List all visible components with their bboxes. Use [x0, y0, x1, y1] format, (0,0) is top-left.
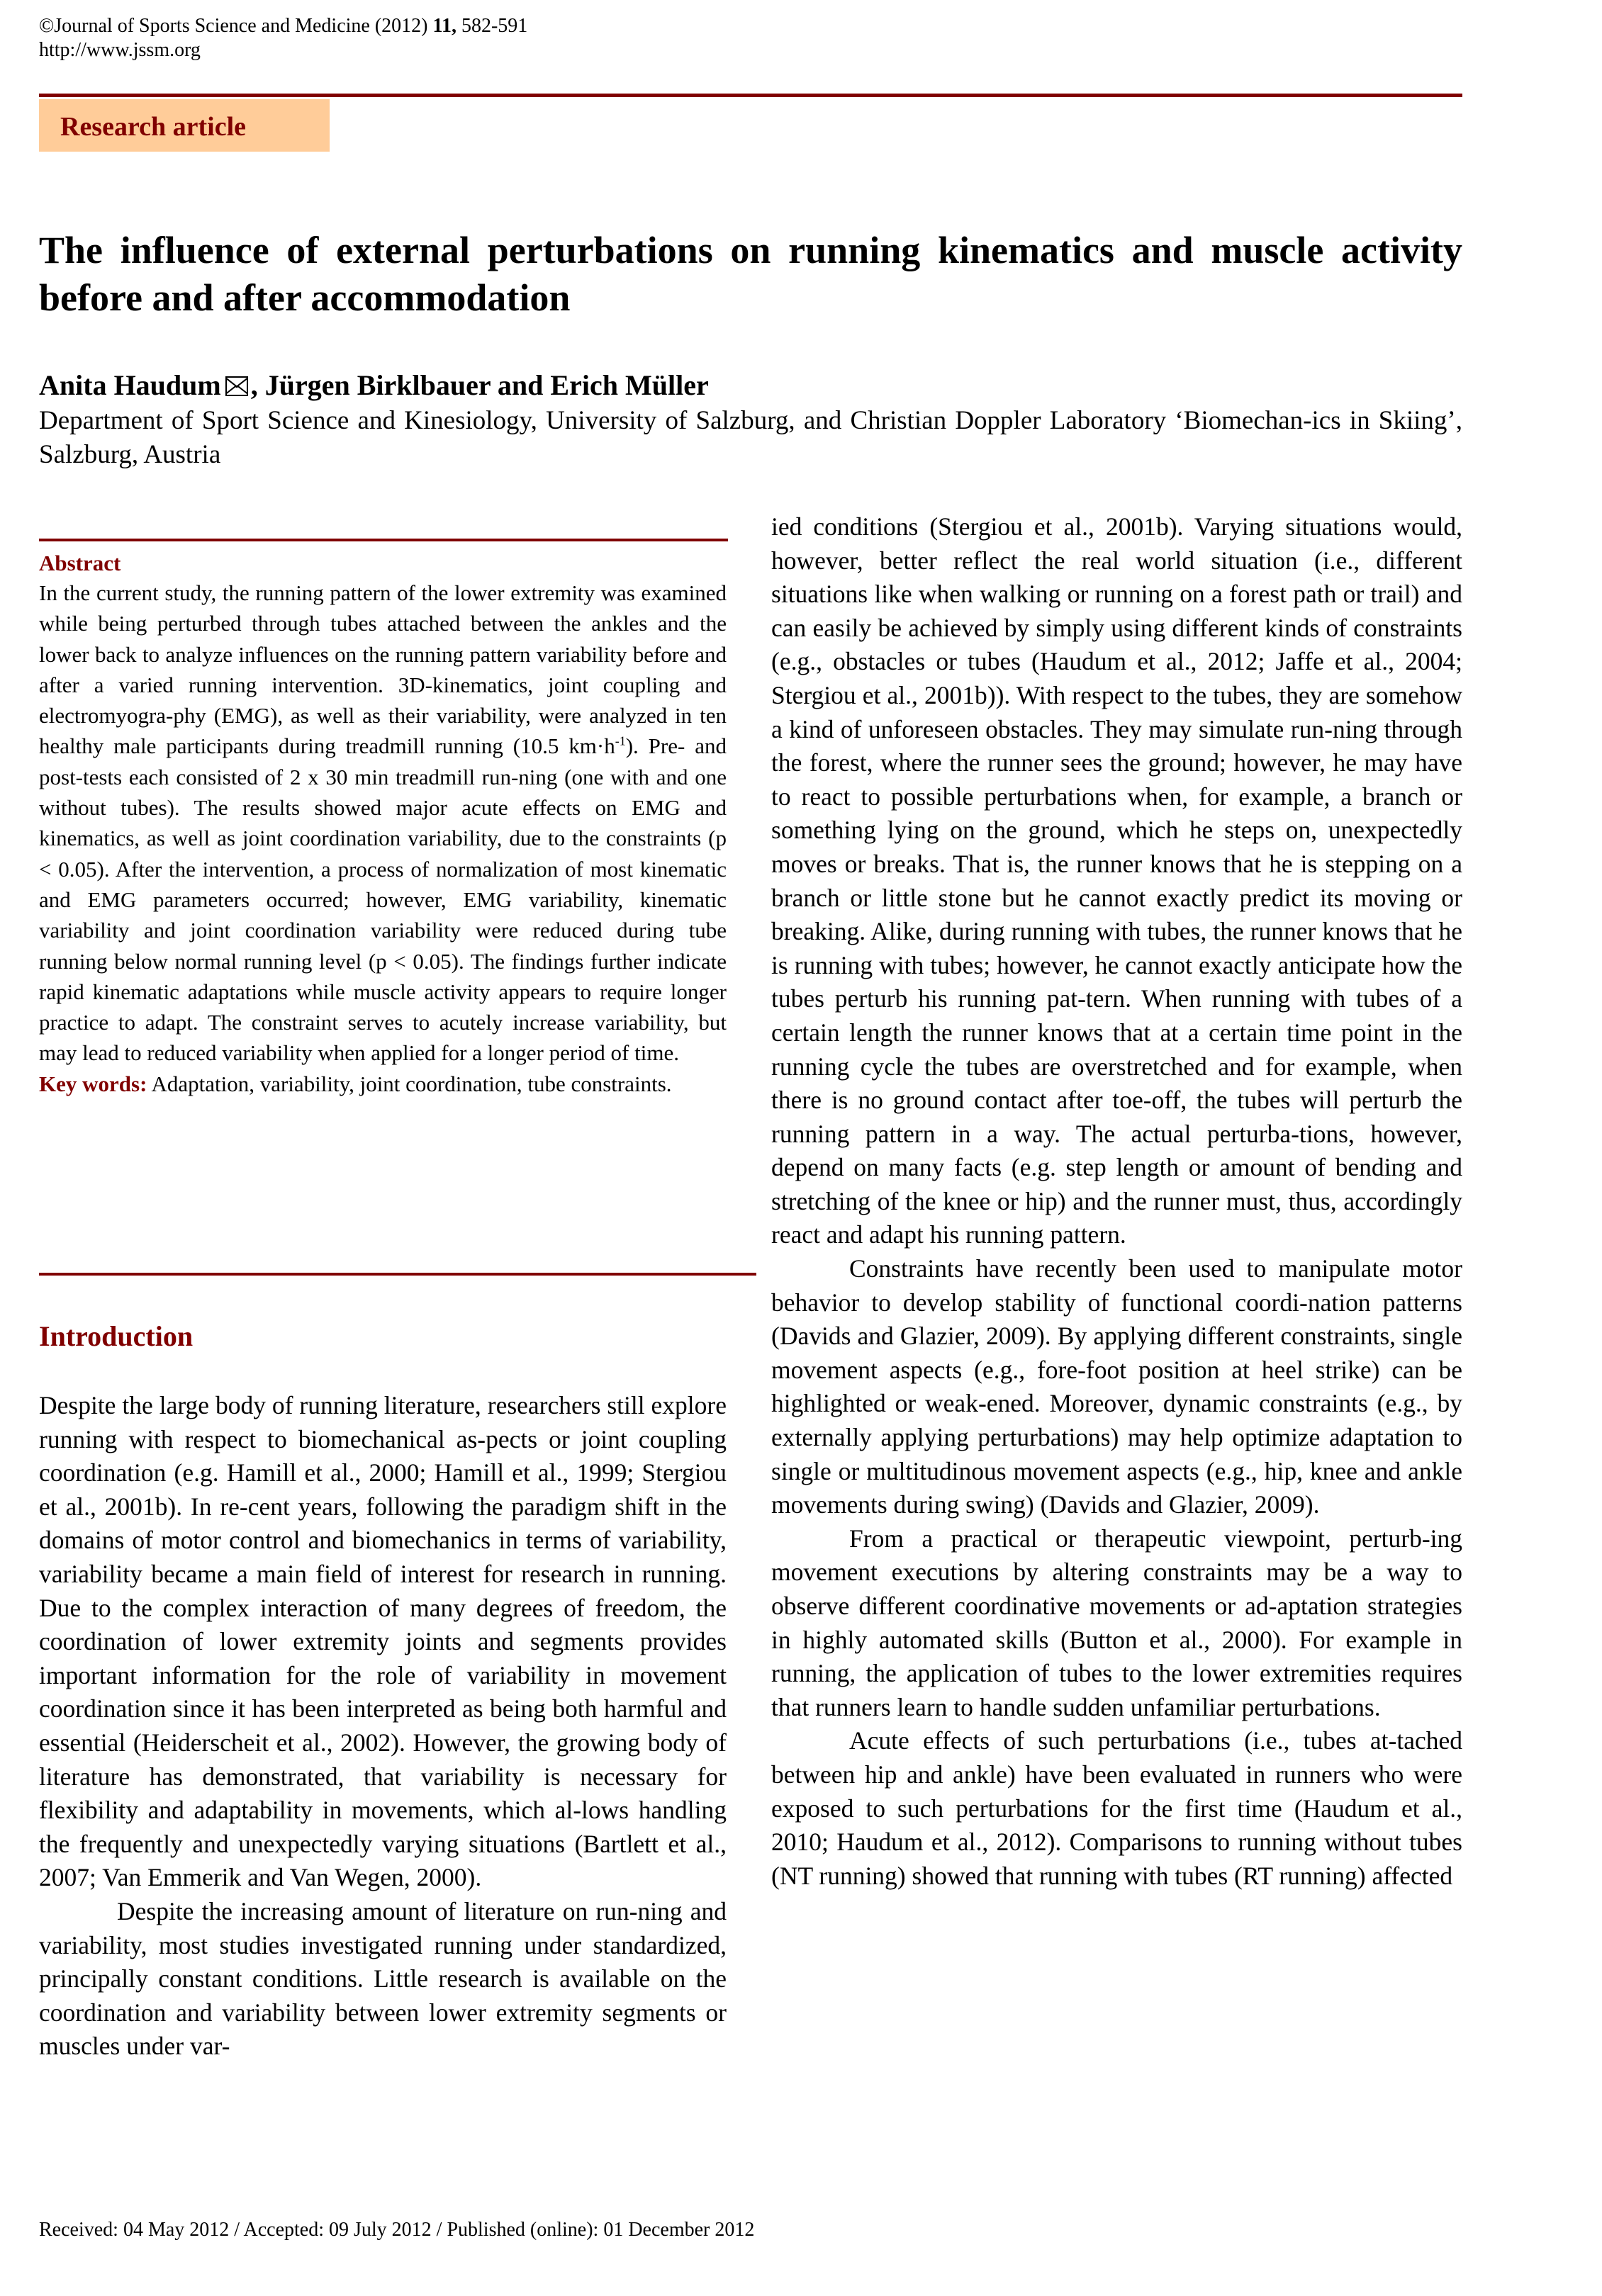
author-others: , Jürgen Birklbauer and Erich Müller [250, 369, 709, 401]
paragraph: Acute effects of such perturbations (i.e., tubes at-tached between hip and ankle) have been evaluated in runners who were exposed to such perturbations for the first time (Haudum et al., 2010; Haudum et al., 2012). Comparisons to running without tubes (NT running) showed that running with tubes (RT running) affected [771, 1726, 1462, 1890]
journal-url[interactable]: http://www.jssm.org [39, 39, 201, 61]
abstract-bottom-rule [39, 1273, 756, 1276]
article-type-label: Research article [60, 112, 247, 142]
header-rule [39, 94, 1462, 97]
abstract-text: In the current study, the running pattern of the lower extremity was examined while being perturbed through tubes attached between the ankles and the lower back to analyze influences on the running pattern variability before and after a varied running intervention. 3D-kinematics, joint coupling and electromyogra-phy (EMG), as well as their variability, were analyzed in ten healthy male participants during treadmill running (10.5 km·h [39, 580, 727, 759]
introduction-left-column [39, 1389, 727, 2064]
publication-dates: Received: 04 May 2012 / Accepted: 09 July 2012 / Published (online): 01 December 2012 [39, 2219, 755, 2241]
keywords-label: Key words: [39, 1071, 147, 1096]
introduction-right-column [771, 510, 1462, 1893]
abstract-superscript: -1 [615, 734, 626, 749]
author-corresponding: Anita Haudum [39, 369, 221, 401]
journal-name: ©Journal of Sports Science and Medicine (2012) [39, 15, 433, 37]
paragraph: Constraints have recently been used to manipulate motor behavior to develop stability of functional coordi-nation patterns (Davids and Glazier, 2009). By applying different constraints, single movement aspects (e.g., fore-foot position at heel strike) can be highlighted or weak-ened. Moreover, dynamic constraints (e.g., by externally applying perturbations) may help optimize adaptation to single or multitudinous movement aspects (e.g., hip, knee and ankle movements during swing) (Davids and Glazier, 2009). [771, 1254, 1462, 1519]
abstract-top-rule [39, 539, 728, 541]
keywords: Adaptation, variability, joint coordination, tube constraints. [147, 1071, 672, 1096]
affiliation: Department of Sport Science and Kinesiology, University of Salzburg, and Christian Doppler Laboratory ‘Biomechan-ics in Skiing’, Salzburg, Austria [39, 406, 1462, 469]
envelope-icon[interactable] [225, 376, 248, 396]
abstract-heading: Abstract [39, 551, 121, 575]
abstract-text-continued: ). Pre- and post-tests each consisted of 2 x 30 min treadmill run-ning (one with and one without tubes). The results showed major acute effects on EMG and kinematics, as well as joint coordination variability, due to the constraints (p < 0.05). After the intervention, a process of normalization of most kinematic and EMG parameters occurred; however, EMG variability, kinematic variability and joint coordination variability were reduced during tube running below normal running level (p < 0.05). The findings further indicate rapid kinematic adaptations while muscle activity appears to require longer practice to adapt. The constraint serves to acutely increase variability, but may lead to reduced variability when applied for a longer period of time. [39, 733, 727, 1066]
article-title: The influence of external perturbations on running kinematics and muscle activity before and after accommodation [39, 229, 1462, 319]
paragraph: From a practical or therapeutic viewpoint, perturb-ing movement executions by altering constraints may be a way to observe different coordinative movements or ad-aptation strategies in highly automated skills (Button et al., 2000). For example in running, the application of tubes to the lower extremities requires that runners learn to handle sudden unfamiliar perturbations. [771, 1524, 1462, 1721]
journal-pages: 582-591 [456, 15, 528, 37]
paragraph: Despite the increasing amount of literature on run-ning and variability, most studies investigated running under standardized, principally constant conditions. Little research is available on the coordination and variability between lower extremity segments or muscles under var- [39, 1896, 727, 2061]
article-type-badge [39, 99, 330, 152]
introduction-heading: Introduction [39, 1320, 194, 1352]
abstract-body [39, 578, 727, 1099]
paragraph: Despite the large body of running literature, researchers still explore running with respect to biomechanical as-pects or joint coupling coordination (e.g. Hamill et al., 2000; Hamill et al., 1999; Stergiou et al., 2001b). In re-cent years, following the paradigm shift in the domains of motor control and biomechanics in terms of variability, variability became a main field of interest for research in running. Due to the complex interaction of many degrees of freedom, the coordination of lower extremity joints and segments provides important information for the role of variability in movement coordination since it has been interpreted as being both harmful and essential (Heiderscheit et al., 2002). However, the growing body of literature has demonstrated, that variability is necessary for flexibility and adaptability in movements, which al-lows handling the frequently and unexpectedly varying situations (Bartlett et al., 2007; Van Emmerik and Van Wegen, 2000). [39, 1391, 727, 1892]
paragraph: ied conditions (Stergiou et al., 2001b). Varying situations would, however, better reflect the real world situation (i.e., different situations like when walking or running on a forest path or trail) and can easily be achieved by simply using different kinds of constraints (e.g., obstacles or tubes (Haudum et al., 2012; Jaffe et al., 2004; Stergiou et al., 2001b)). With respect to the tubes, they are somehow a kind of unforeseen obstacles. They may simulate run-ning through the forest, where the runner sees the ground; however, he may have to react to possible perturbations when, for example, a branch or something lying on the ground, which he steps on, unexpectedly moves or breaks. That is, the runner knows that he is stepping on a branch or little stone but he cannot exactly predict its moving or breaking. Alike, during running with tubes, the runner knows that he is running with tubes; however, he cannot exactly anticipate how the tubes perturb his running pat-tern. When running with tubes of a certain length the runner knows that at a certain time point in the running cycle the tubes are overstretched and for example, when there is no ground contact after toe-off, the tubes will perturb the running pattern in a way. The actual perturba-tions, however, depend on many facts (e.g. step length or amount of bending and stretching of the knee or hip) and the runner must, thus, accordingly react and adapt his running pattern. [771, 512, 1462, 1249]
journal-volume: 11, [432, 15, 456, 37]
author-list [39, 368, 709, 403]
journal-citation [39, 14, 527, 38]
